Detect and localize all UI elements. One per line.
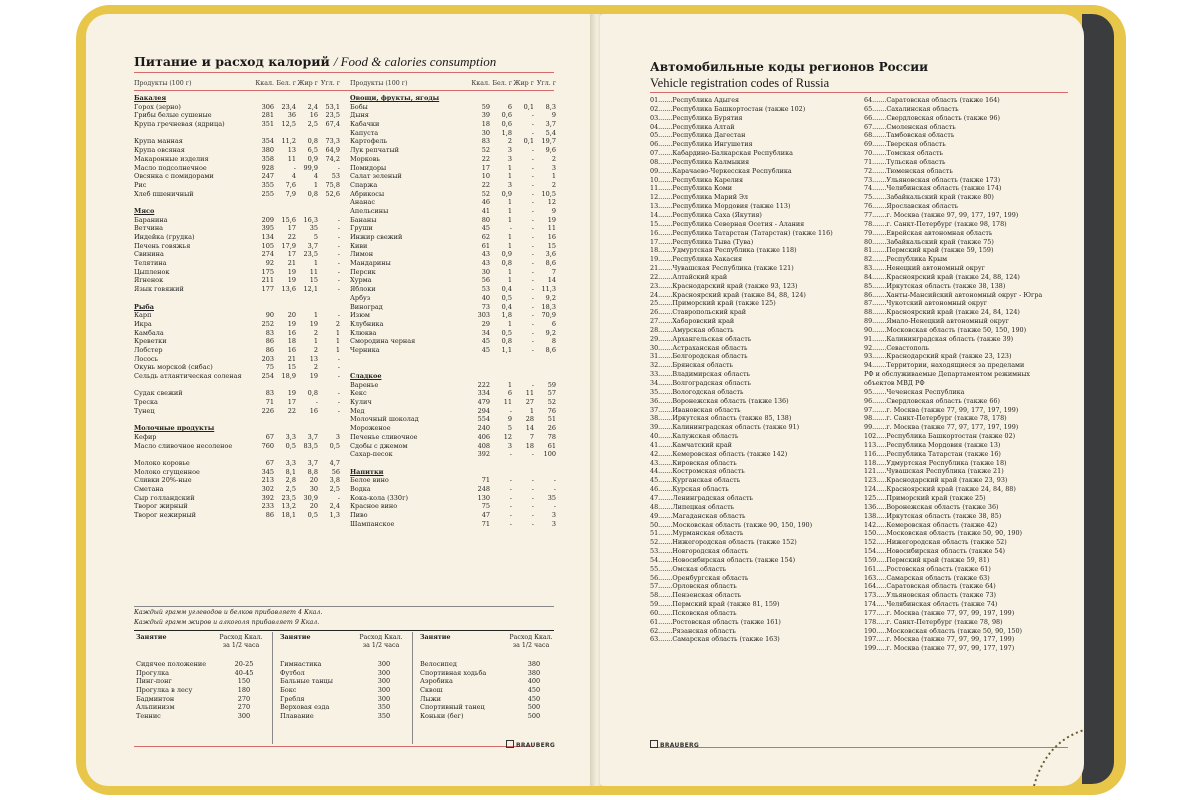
food-row: Творог нежирный 86 18,1 0,5 1,3 <box>134 511 340 520</box>
region-code-entry: 42.......Кемеровская область (также 142) <box>650 449 788 458</box>
region-code-entry: 54.......Новосибирская область (также 154) <box>650 555 796 564</box>
region-code-entry: 30.......Астраханская область <box>650 343 748 352</box>
food-col-header-left: Продукты (100 г) Ккал. Бел. г Жир г Угл. г <box>134 80 340 87</box>
food-row: Молоко коровье 67 3,3 3,7 4,7 <box>134 458 340 467</box>
food-row: Кекс 334 6 11 57 <box>350 389 556 398</box>
region-code-entry: 27.......Хабаровский край <box>650 317 735 326</box>
food-row: Изюм 303 1,8 - 70,9 <box>350 311 556 320</box>
food-row: Лобстер 86 16 2 1 <box>134 345 340 354</box>
region-code-entry: 89.......Ямало-Ненецкий автономный округ <box>864 317 1009 326</box>
region-code-entry: 93.......Краснодарский край (также 23, 123) <box>864 352 1012 361</box>
food-section-heading: Овощи, фрукты, ягоды <box>350 94 440 102</box>
activity-row: Бальные танцы 300 <box>280 677 391 686</box>
food-row: Лосось 203 21 13 - <box>134 354 340 363</box>
food-row: Капуста 30 1,8 - 5,4 <box>350 128 556 137</box>
region-code-entry: 45.......Курганская область <box>650 476 741 485</box>
region-code-entry: 96.......Свердловская область (также 66) <box>864 396 1000 405</box>
food-row: Кока-кола (330г) 130 - - 35 <box>350 493 556 502</box>
food-row: Хурма 56 1 - 14 <box>350 276 556 285</box>
region-code-entry: 118.....Удмуртская Республика (также 18) <box>864 458 1007 467</box>
food-table-right <box>350 94 556 528</box>
region-code-entry: 142.....Кемеровская область (также 42) <box>864 520 998 529</box>
region-code-entry: 178.....г. Санкт-Петербург (также 78, 98) <box>864 617 1003 626</box>
region-code-entry: 77.......г. Москва (также 97, 99, 177, 197, 199) <box>864 210 1019 219</box>
region-code-entry: 91.......Калининградская область (также 39) <box>864 334 1014 343</box>
codes-list-left <box>650 96 856 644</box>
region-code-entry: 31.......Белгородская область <box>650 352 748 361</box>
food-row: Помидоры 17 1 - 3 <box>350 163 556 172</box>
food-row: Тунец 226 22 16 - <box>134 406 340 415</box>
region-code-entry: 74.......Челябинская область (также 174) <box>864 184 1002 193</box>
region-code-entry: 98.......г. Санкт-Петербург (также 78, 178) <box>864 414 1007 423</box>
region-code-entry: 22.......Алтайский край <box>650 272 728 281</box>
activity-row: Пинг-понг 150 <box>136 677 251 686</box>
region-code-entry: 76.......Ярославская область <box>864 202 959 211</box>
activity-row: Плавание 350 <box>280 712 391 721</box>
food-row: Икра 252 19 19 2 <box>134 319 340 328</box>
region-code-entry: 03.......Республика Бурятия <box>650 113 743 122</box>
region-code-entry: 83.......Ненецкий автономный округ <box>864 264 985 273</box>
region-code-entry: 82.......Республика Крым <box>864 255 948 264</box>
region-code-entry: 71.......Тульская область <box>864 157 946 166</box>
region-code-entry: 97.......г. Москва (также 77, 99, 177, 197, 199) <box>864 405 1019 414</box>
region-code-entry: 174.....Челябинская область (также 74) <box>864 600 998 609</box>
region-code-entry: 152.....Нижегородская область (также 52) <box>864 538 1007 547</box>
activity-row: Лыжи 450 <box>420 694 541 703</box>
food-row: Шампанское 71 - - 3 <box>350 519 556 528</box>
region-code-entry: 40.......Калужская область <box>650 432 739 441</box>
region-code-entry: 164.....Саратовская область (также 64) <box>864 582 996 591</box>
food-section-heading: Мясо <box>134 206 155 215</box>
activity-top-rule <box>134 630 554 631</box>
food-row: Водка 248 - - - <box>350 484 556 493</box>
activity-row: Бокс 300 <box>280 686 391 695</box>
region-code-entry: 88.......Красноярский край (также 24, 84, 124) <box>864 308 1020 317</box>
region-code-entry: 48.......Липецкая область <box>650 502 735 511</box>
region-code-entry: 163.....Самарская область (также 63) <box>864 573 990 582</box>
food-row: Грибы белые сушеные 281 36 16 23,5 <box>134 111 340 120</box>
header-rule <box>134 90 554 91</box>
region-code-entry: 58.......Пензенская область <box>650 591 742 600</box>
region-code-entry: 78.......г. Санкт-Петербург (также 98, 178) <box>864 219 1007 228</box>
region-code-entry: 21.......Чувашская Республика (также 121) <box>650 264 794 273</box>
food-row: Печень говяжья 105 17,9 3,7 - <box>134 241 340 250</box>
food-row: Творог жирный 233 13,2 20 2,4 <box>134 502 340 511</box>
activity-row: Прогулка 40-45 <box>136 668 254 677</box>
region-code-entry: 25.......Приморский край (также 125) <box>650 299 776 308</box>
food-row: Персик 30 1 - 7 <box>350 267 556 276</box>
food-row: Киви 61 1 - 15 <box>350 241 556 250</box>
region-code-entry: 32.......Брянская область <box>650 361 734 370</box>
food-row: Красное вино 75 - - - <box>350 502 556 511</box>
region-code-entry: 154.....Новосибирская область (также 54) <box>864 547 1006 556</box>
food-row: Яблоки 53 0,4 - 11,3 <box>350 285 556 294</box>
activity-table-1 <box>136 634 264 721</box>
food-row: Молоко сгущенное 345 8,1 8,8 56 <box>134 467 340 476</box>
region-code-entry: 50.......Московская область (также 90, 150, 190) <box>650 520 813 529</box>
activity-row: Верховая езда 350 <box>280 703 391 712</box>
region-code-entry: РФ и обслуживаемые Департаментом режимных <box>864 370 1031 379</box>
food-row: Хлеб пшеничный 255 7,9 0,8 52,6 <box>134 189 340 198</box>
region-code-entry: 47.......Ленинградская область <box>650 493 754 502</box>
food-section-heading: Бакалея <box>134 94 167 102</box>
region-code-entry: 36.......Воронежская область (также 136) <box>650 396 789 405</box>
region-code-entry: 04.......Республика Алтай <box>650 122 735 131</box>
food-row: Судак свежий 83 19 0,8 - <box>134 389 340 398</box>
food-row: Баранина 209 15,6 16,3 - <box>134 215 340 224</box>
region-code-entry: 79.......Еврейская автономная область <box>864 228 993 237</box>
food-row: Виноград 73 0,4 - 18,3 <box>350 302 556 311</box>
cover-edge <box>1082 14 1114 784</box>
region-code-entry: 57.......Орловская область <box>650 582 737 591</box>
bottom-rule <box>134 746 534 747</box>
food-row: Белое вино 71 - - - <box>350 476 556 485</box>
food-row: Окунь морской (сибас) 75 15 2 - <box>134 363 340 372</box>
activity-row: Футбол 300 <box>280 668 391 677</box>
activity-row: Сквош 450 <box>420 686 541 695</box>
region-code-entry: 65.......Сахалинская область <box>864 104 959 113</box>
region-code-entry: 68.......Тамбовская область <box>864 131 955 140</box>
region-code-entry: 07.......Кабардино-Балкарская Республика <box>650 149 793 158</box>
region-code-entry: 62.......Рязанская область <box>650 626 736 635</box>
region-code-entry: 35.......Вологодская область <box>650 387 744 396</box>
region-code-entry: 23.......Краснодарский край (также 93, 123) <box>650 281 798 290</box>
region-code-entry: 102.....Республика Башкортостан (также 02) <box>864 432 1016 441</box>
region-code-entry: 197.....г. Москва (также 77, 97, 99, 177, 199) <box>864 635 1015 644</box>
region-code-entry: 73.......Ульяновская область (также 173) <box>864 175 1001 184</box>
region-code-entry: 124.....Красноярский край (также 24, 84, 88) <box>864 485 1016 494</box>
spacer <box>350 355 556 364</box>
region-code-entry: 116.....Республика Татарстан (также 16) <box>864 449 1001 458</box>
region-code-entry: 59.......Пермский край (также 81, 159) <box>650 600 780 609</box>
region-code-entry: 159.....Пермский край (также 59, 81) <box>864 555 990 564</box>
food-row: Смородина черная 45 0,8 - 8 <box>350 337 556 346</box>
food-row: Кабачки 18 0,6 - 3,7 <box>350 120 556 129</box>
region-code-entry: 113.....Республика Мордовия (также 13) <box>864 440 1001 449</box>
region-code-entry: 09.......Карачаево-Черкесская Республика <box>650 166 792 175</box>
region-code-entry: 150.....Московская область (также 50, 90, 190) <box>864 529 1023 538</box>
spacer <box>134 294 340 303</box>
food-row: Апельсины 41 1 - 9 <box>350 206 556 215</box>
food-row: Крупа манная 354 11,2 0,8 73,3 <box>134 137 340 146</box>
region-code-entry: 66.......Свердловская область (также 96) <box>864 113 1000 122</box>
region-code-entry: 06.......Республика Ингушетия <box>650 140 753 149</box>
title-rule <box>134 72 554 73</box>
food-row: Спаржа 22 3 - 2 <box>350 180 556 189</box>
food-row: Горох (зерно) 306 23,4 2,4 53,1 <box>134 102 340 111</box>
codes-title-rule <box>650 92 1068 93</box>
left-page <box>86 14 594 786</box>
food-row: Креветки 86 18 1 1 <box>134 337 340 346</box>
food-row: Ягненок 211 19 15 - <box>134 276 340 285</box>
right-page <box>600 14 1084 786</box>
food-row: Сельдь атлантическая соленая 254 18,9 19 - <box>134 372 340 381</box>
brand-logo-right: BRAUBERG <box>650 740 699 749</box>
food-title-ru: Питание и расход калорий <box>134 54 330 69</box>
region-code-entry: 19.......Республика Хакасия <box>650 255 743 264</box>
food-row: Дыня 39 0,6 - 9 <box>350 111 556 120</box>
region-code-entry: 18.......Удмуртская Республика (также 118) <box>650 246 797 255</box>
activity-row: Альпинизм 270 <box>136 703 251 712</box>
food-row: Язык говяжий 177 13,6 12,1 - <box>134 285 340 294</box>
spacer <box>134 415 340 424</box>
food-row: Мед 294 - 1 76 <box>350 406 556 415</box>
region-code-entry: 12.......Республика Марий Эл <box>650 193 748 202</box>
spacer <box>350 459 556 468</box>
food-row: Сыр голландский 392 23,5 30,9 - <box>134 493 340 502</box>
codes-title-en: Vehicle registration codes of Russia <box>650 76 830 90</box>
food-row: Клюква 34 0,5 - 9,2 <box>350 328 556 337</box>
activity-row: Велосипед 380 <box>420 660 541 668</box>
region-code-entry: 161.....Ростовская область (также 61) <box>864 564 991 573</box>
region-code-entry: 38.......Иркутская область (также 85, 138) <box>650 414 792 423</box>
region-code-entry: 63.......Самарская область (также 163) <box>650 635 780 644</box>
food-row: Макаронные изделия 358 11 0,9 74,2 <box>134 154 340 163</box>
region-code-entry: 177.....г. Москва (также 77, 97, 99, 197, 199) <box>864 608 1015 617</box>
food-row: Ананас 46 1 - 12 <box>350 198 556 207</box>
food-row: Варенье 222 1 - 59 <box>350 380 556 389</box>
codes-bottom-rule <box>650 747 1068 748</box>
brand-logo-left: BRAUBERG <box>506 740 555 749</box>
region-code-entry: 61.......Ростовская область (также 161) <box>650 617 781 626</box>
region-code-entry: 24.......Красноярский край (также 84, 88, 124) <box>650 290 806 299</box>
region-code-entry: 67.......Смоленская область <box>864 122 956 131</box>
food-section-heading: Молочные продукты <box>134 424 215 433</box>
region-code-entry: 41.......Камчатский край <box>650 440 732 449</box>
activity-header: Занятие Расход Ккал. за 1/2 часа <box>136 634 263 649</box>
food-title <box>134 54 496 70</box>
activity-header: Занятие Расход Ккал. за 1/2 часа <box>420 634 553 649</box>
region-code-entry: 190.....Московская область (также 50, 90, 150) <box>864 626 1023 635</box>
food-col-header-right: Продукты (100 г) Ккал. Бел. г Жир г Угл. г <box>350 80 556 87</box>
activity-row: Коньки (бег) 500 <box>420 712 541 721</box>
food-row: Лук репчатый 52 3 - 9,6 <box>350 146 556 155</box>
note-1: Каждый грамм углеводов и белков прибавляет 4 Ккал. <box>134 609 323 616</box>
region-code-entry: 85.......Иркутская область (также 38, 138) <box>864 281 1006 290</box>
activity-row: Бадминтон 270 <box>136 694 251 703</box>
food-row: Цыпленок 175 19 11 - <box>134 267 340 276</box>
food-row: Кефир 67 3,3 3,7 3 <box>134 432 340 441</box>
region-code-entry: 90.......Московская область (также 50, 150, 190) <box>864 325 1027 334</box>
food-row: Морковь 22 3 - 2 <box>350 154 556 163</box>
region-code-entry: 26.......Ставропольский край <box>650 308 747 317</box>
region-code-entry: 28.......Амурская область <box>650 325 734 334</box>
region-code-entry: 99.......г. Москва (также 77, 97, 177, 197, 199) <box>864 423 1019 432</box>
region-code-entry: 92.......Севастополь <box>864 343 930 352</box>
food-row: Крупа гречневая (ядрица) 351 12,5 2,5 67,4 <box>134 120 340 129</box>
food-title-en: / Food & calories consumption <box>333 54 497 69</box>
activity-table-2 <box>280 634 404 721</box>
region-code-entry: 39.......Калининградская область (также 91) <box>650 423 800 432</box>
region-code-entry: 80.......Забайкальский край (также 75) <box>864 237 994 246</box>
region-code-entry: 125.....Приморский край (также 25) <box>864 493 986 502</box>
region-code-entry: 173.....Ульяновская область (также 73) <box>864 591 997 600</box>
region-code-entry: 56.......Оренбургская область <box>650 573 749 582</box>
food-row: Карп 90 20 1 - <box>134 311 340 320</box>
food-row: Черника 45 1,1 - 8,6 <box>350 345 556 354</box>
region-code-entry: 81.......Пермский край (также 59, 159) <box>864 246 994 255</box>
food-row: Масло сливочное несоленое 760 0,5 83,5 0,5 <box>134 441 340 450</box>
notes-rule <box>134 606 554 607</box>
activity-row: Спортивная ходьба 380 <box>420 668 541 677</box>
food-row: Картофель 83 2 0,1 19,7 <box>350 137 556 146</box>
region-code-entry: 87.......Чукотский автономный округ <box>864 299 988 308</box>
region-code-entry: 52.......Нижегородская область (также 152) <box>650 538 797 547</box>
region-code-entry: 199.....г. Москва (также 77, 97, 99, 177, 197) <box>864 644 1015 653</box>
note-2: Каждый грамм жиров и алкоголя прибавляет 9 Ккал. <box>134 619 320 626</box>
region-code-entry: 121.....Чувашская Республика (также 21) <box>864 467 1004 476</box>
food-row: Салат зеленый 10 1 - 1 <box>350 172 556 181</box>
region-code-entry: 34.......Волгоградская область <box>650 379 751 387</box>
food-row: Треска 71 17 - - <box>134 398 340 407</box>
food-row: Лимон 43 0,9 - 3,6 <box>350 250 556 259</box>
food-row: Бананы 80 1 - 19 <box>350 215 556 224</box>
region-code-entry: 51.......Мурманская область <box>650 529 744 538</box>
codes-list-right <box>864 96 1074 653</box>
food-row: Крупа овсяная 380 13 6,5 64,9 <box>134 146 340 155</box>
food-section-heading: Рыба <box>134 302 154 311</box>
region-code-entry: 05.......Республика Дагестан <box>650 131 746 140</box>
region-code-entry: 01.......Республика Адыгея <box>650 96 740 104</box>
region-code-entry: 136.....Воронежская область (также 36) <box>864 502 999 511</box>
activity-header: Занятие Расход Ккал. за 1/2 часа <box>280 634 403 649</box>
region-code-entry: 43.......Кировская область <box>650 458 737 467</box>
food-row: Сметана 302 2,5 30 2,5 <box>134 484 340 493</box>
food-row: Мороженое 240 5 14 26 <box>350 424 556 433</box>
region-code-entry: 86.......Ханты-Мансийский автономный округ - Югра <box>864 290 1043 299</box>
codes-title-ru: Автомобильные коды регионов России <box>650 60 929 74</box>
food-row: Молочный шоколад 554 9 28 51 <box>350 415 556 424</box>
region-code-entry: 138.....Иркутская область (также 38, 85) <box>864 511 1002 520</box>
region-code-entry: 08.......Республика Калмыкия <box>650 157 750 166</box>
food-row: Свинина 274 17 23,5 - <box>134 250 340 259</box>
food-table-left <box>134 94 340 520</box>
region-code-entry: 84.......Красноярский край (также 24, 88, 124) <box>864 272 1020 281</box>
activity-row: Спортивный танец 500 <box>420 703 541 712</box>
food-section-heading: Напитки <box>350 467 384 476</box>
food-row: Груши 45 - - 11 <box>350 224 556 233</box>
region-code-entry: 95.......Чеченская Республика <box>864 387 965 396</box>
region-code-entry: 72.......Тюменская область <box>864 166 953 175</box>
region-code-entry: 70.......Томская область <box>864 149 944 158</box>
food-row: Мандарины 43 0,8 - 8,6 <box>350 259 556 268</box>
region-code-entry: 75.......Забайкальский край (также 80) <box>864 193 994 202</box>
food-row: Арбуз 40 0,5 - 9,2 <box>350 293 556 302</box>
spacer <box>350 363 556 372</box>
food-section-heading: Сладкое <box>350 372 382 380</box>
region-code-entry: 123.....Краснодарский край (также 23, 93) <box>864 476 1008 485</box>
region-code-entry: 53.......Новгородская область <box>650 547 749 556</box>
food-row: Рис 355 7,6 1 75,8 <box>134 180 340 189</box>
region-code-entry: 16.......Республика Татарстан (Татарстан) (также 116) <box>650 228 833 237</box>
food-row: Печенье сливочное 406 12 7 78 <box>350 432 556 441</box>
region-code-entry: 10.......Республика Карелия <box>650 175 744 184</box>
region-code-entry: 69.......Тверская область <box>864 140 946 149</box>
food-row: Камбала 83 16 2 1 <box>134 328 340 337</box>
region-code-entry: 94.......Территории, находящиеся за пределами <box>864 361 1025 370</box>
activity-row: Аэробика 400 <box>420 677 541 686</box>
activity-table-3 <box>420 634 554 721</box>
food-row: Клубника 29 1 - 6 <box>350 319 556 328</box>
food-row: Телятина 92 21 1 - <box>134 259 340 268</box>
food-row: Индейка (грудка) 134 22 5 - <box>134 233 340 242</box>
activity-row: Сидячее положение 20-25 <box>136 660 254 668</box>
activity-row: Гимнастика 300 <box>280 660 391 668</box>
region-code-entry: 60.......Псковская область <box>650 608 737 617</box>
region-code-entry: 11.......Республика Коми <box>650 184 733 193</box>
food-row: Абрикосы 52 0,9 - 10,5 <box>350 189 556 198</box>
food-row: Ветчина 395 17 35 - <box>134 224 340 233</box>
activity-row: Прогулка в лесу 180 <box>136 686 251 695</box>
region-code-entry: 13.......Республика Мордовия (также 113) <box>650 202 791 211</box>
region-code-entry: 29.......Архангельская область <box>650 334 752 343</box>
region-code-entry: 46.......Курская область <box>650 485 729 494</box>
food-row: Сливки 20%-ные 213 2,8 20 3,8 <box>134 476 340 485</box>
activity-row: Теннис 300 <box>136 712 251 721</box>
food-row: Сдобы с джемом 408 3 18 61 <box>350 441 556 450</box>
region-code-entry: 37.......Ивановская область <box>650 405 741 414</box>
spacer <box>134 198 340 207</box>
food-row: Инжир свежий 62 1 - 16 <box>350 233 556 241</box>
region-code-entry: 33.......Владимирская область <box>650 370 751 379</box>
region-code-entry: 17.......Республика Тыва (Тува) <box>650 237 754 246</box>
food-row: Сахар-песок 392 - - 100 <box>350 450 556 459</box>
activity-row: Гребля 300 <box>280 694 391 703</box>
food-row: Масло подсолнечное 928 - 99,9 - <box>134 163 340 172</box>
region-code-entry: 15.......Республика Северная Осетия - Алания <box>650 219 805 228</box>
food-row: Бобы 59 6 0,1 8,3 <box>350 102 556 111</box>
region-code-entry: 55.......Омская область <box>650 564 727 573</box>
food-row: Кулич 479 11 27 52 <box>350 398 556 407</box>
region-code-entry: 02.......Республика Башкортостан (также 102) <box>650 104 806 113</box>
region-code-entry: объектов МВД РФ <box>864 379 925 387</box>
region-code-entry: 14.......Республика Саха (Якутия) <box>650 210 762 219</box>
page-corner-stitch <box>1026 722 1084 786</box>
food-row: Овсянка с помидорами 247 4 4 53 <box>134 172 340 181</box>
food-row: Пиво 47 - - 3 <box>350 511 556 519</box>
region-code-entry: 49.......Магаданская область <box>650 511 746 520</box>
region-code-entry: 64.......Саратовская область (также 164) <box>864 96 1000 104</box>
region-code-entry: 44.......Костромская область <box>650 467 745 476</box>
